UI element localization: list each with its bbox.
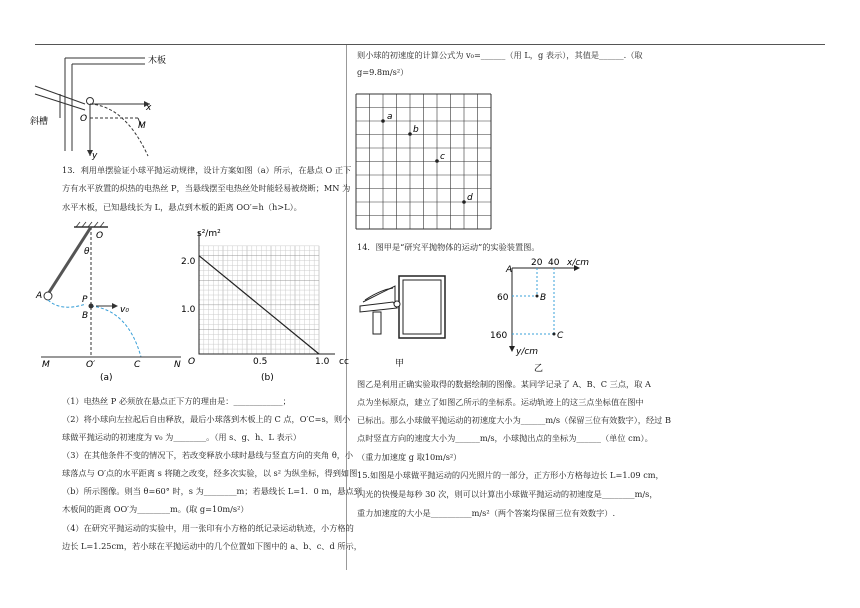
q13-part-2-line-2: 球做平抛运动的初速度为 v₀ 为________。（用 s、g、h、L 表示） xyxy=(62,432,302,442)
chart-ytick-1: 1.0 xyxy=(181,305,196,315)
fig-a-o: O xyxy=(96,231,104,241)
fig-a-o-prime: O′ xyxy=(86,360,96,370)
yi-c: C xyxy=(557,331,564,341)
fig-a-b: B xyxy=(82,311,89,321)
yi-b: B xyxy=(540,293,547,303)
grid-label-b: b xyxy=(413,125,419,135)
q13-part-3-line-3: （b）所示图像。则当 θ=60° 时，s 为________m；若悬线长 L=1．0 m，悬点到 xyxy=(62,486,362,496)
yi-x40: 40 xyxy=(548,258,560,268)
s2-theta-chart-b xyxy=(183,224,353,384)
right-line-2: g=9.8m/s²） xyxy=(357,67,409,77)
fig-a-n: N xyxy=(174,360,181,370)
board-label: 木板 xyxy=(148,56,167,66)
grid-label-d: d xyxy=(467,193,473,203)
fig-a-caption: (a) xyxy=(100,373,113,383)
coordinate-figure-yi xyxy=(490,258,600,376)
grid-label-c: c xyxy=(440,152,445,162)
chart-xtick-1: 1.0 xyxy=(315,357,330,367)
fig-a-c: C xyxy=(134,360,141,370)
q14-para-3: 已标出。那么小球做平抛运动的初速度大小为______m/s（保留三位有效数字），经过 B xyxy=(357,415,671,425)
header-rule xyxy=(35,44,825,45)
q14-para-5: （重力加速度 g 取10m/s²） xyxy=(357,452,462,462)
fig-a-m: M xyxy=(42,360,50,370)
grid-label-a: a xyxy=(387,112,393,122)
chart-xtick-05: 0.5 xyxy=(253,357,268,367)
q14-para-1: 图乙是利用正确实验取得的数据绘制的图像。某同学记录了 A、B、C 三点，取 A xyxy=(357,379,651,389)
grid-point-a xyxy=(381,119,385,123)
yi-a: A xyxy=(506,265,513,275)
q13-part-1: （1）电热丝 P 必须放在悬点正下方的理由是：____________； xyxy=(62,396,291,406)
q14-para-2: 点为坐标原点，建立了如图乙所示的坐标系。运动轨迹上的这三点坐标值在图中 xyxy=(357,397,644,407)
grid-point-b xyxy=(408,132,412,136)
pendulum-figure-a xyxy=(36,222,186,382)
q14-para-4: 点时竖直方向的速度大小为______m/s，小球抛出点的坐标为______（单位 cm）。 xyxy=(357,433,653,443)
grid-point-c xyxy=(435,159,439,163)
q13-line-1: 13．利用单摆验证小球平抛运动规律，设计方案如图（a）所示，在悬点 O 正下 xyxy=(62,165,352,175)
q13-part-3-line-1: （3）在其他条件不变的情况下，若改变释放小球时悬线与竖直方向的夹角 θ，小 xyxy=(62,450,354,460)
yi-y60: 60 xyxy=(497,293,509,303)
q15-line-1: 15.如图是小球做平抛运动的闪光照片的一部分，正方形小方格每边长 L=1.09 cm， xyxy=(357,470,664,480)
chute-label: 斜槽 xyxy=(30,117,49,127)
fig-yi-caption: 乙 xyxy=(534,364,544,374)
q13-part-3-line-4: 木板间的距离 OO′为________m。(取 g=10m/s²） xyxy=(62,504,249,514)
q13-part-3-line-2: 球落点与 O′点的水平距离 s 将随之改变，经多次实验，以 s² 为纵坐标，得到如图 xyxy=(62,468,358,478)
chart-xtick-0: O xyxy=(188,357,196,367)
chart-caption: (b) xyxy=(261,373,274,383)
grid-point-d xyxy=(462,200,466,204)
x-axis-label: x xyxy=(146,103,152,113)
chart-axes xyxy=(199,232,335,354)
q13-part-4-line-1: （4）在研究平抛运动的实验中，用一张印有小方格的纸记录运动轨迹，小方格的 xyxy=(62,523,354,533)
yi-xunit: x/cm xyxy=(567,258,590,268)
q15-line-3: 重力加速度的大小是__________m/s²（两个答案均保留三位有效数字）. xyxy=(357,508,616,518)
right-line-1: 则小球的初速度的计算公式为 v₀=______（用 L，g 表示），其值是______.（取 xyxy=(357,50,643,60)
fig-a-a: A xyxy=(36,291,43,301)
chart-ylabel: s²/m² xyxy=(197,229,221,239)
yi-y160: 160 xyxy=(490,331,508,341)
q13-part-2-line-1: （2）将小球向左拉起后自由释放，最后小球落到木板上的 C 点，O′C=s，则小 xyxy=(62,414,351,424)
square-grid-figure xyxy=(356,94,492,230)
yi-yunit: y/cm xyxy=(516,347,539,357)
yi-x20: 20 xyxy=(531,258,543,268)
projectile-apparatus-figure xyxy=(30,46,190,161)
q13-line-3: 水平木板，已知悬线长为 L，悬点到木板的距离 OO′=h（h>L）。 xyxy=(62,202,302,212)
y-axis-label: y xyxy=(92,151,98,161)
q14-title: 14．图甲是“研究平抛物体的运动”的实验装置图。 xyxy=(357,242,540,252)
fig-a-v0: v₀ xyxy=(120,305,129,315)
origin-label: O xyxy=(80,114,88,124)
fig-a-p: P xyxy=(82,295,88,305)
m-label: M xyxy=(138,121,146,131)
chart-ytick-2: 2.0 xyxy=(181,257,196,267)
fig-a-theta: θ xyxy=(84,247,90,257)
apparatus-figure-jia xyxy=(355,268,450,368)
q15-line-2: 闪光的快慢是每秒 30 次，则可以计算出小球做平抛运动的初速度是________m/s， xyxy=(357,489,658,499)
fig-jia-caption: 甲 xyxy=(395,359,405,369)
chart-xunit-fragment: cc xyxy=(339,357,349,367)
q13-part-4-line-2: 边长 L=1.25cm，若小球在平抛运动中的几个位置如下图中的 a、b、c、d 所示， xyxy=(62,541,362,551)
q13-line-2: 方有水平放置的炽热的电热丝 P，当悬线摆至电热丝处时能轻易被烧断；MN 为 xyxy=(62,183,351,193)
